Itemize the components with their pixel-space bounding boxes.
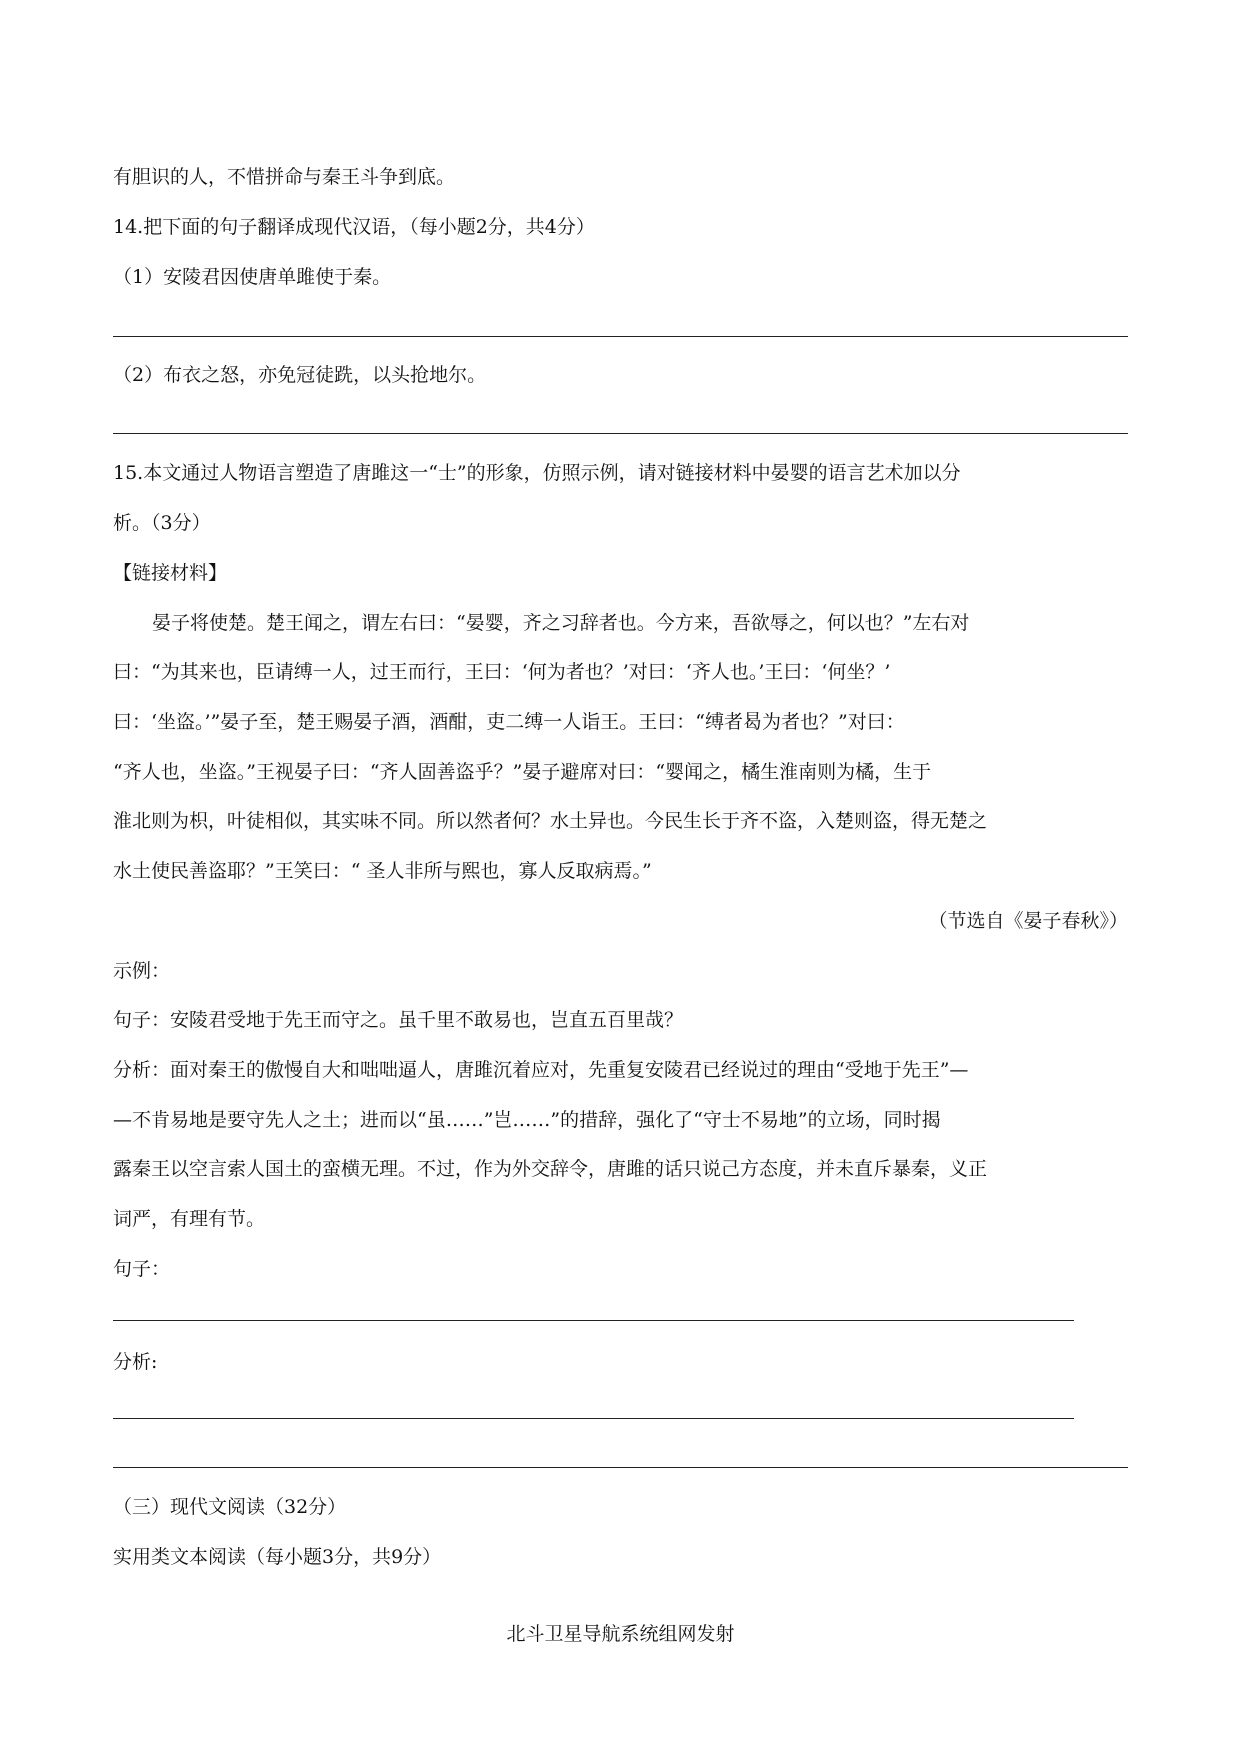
- answer-line: [113, 433, 1128, 434]
- example-analysis: —不肯易地是要守先人之土；进而以“虽……”岂……”的措辞，强化了“守士不易地”的立场，同时揭: [113, 1109, 941, 1131]
- question-14-heading: 14.把下面的句子翻译成现代汉语，（每小题2分，共4分）: [113, 216, 595, 238]
- sentence-label: 句子：: [113, 1258, 171, 1280]
- question-14-item-1: （1）安陵君因使唐单雎使于秦。: [113, 266, 392, 288]
- answer-line: [113, 336, 1128, 337]
- linked-material-text: 曰：“为其来也，臣请缚一人，过王而行，王曰：‘何为者也？’对曰：‘齐人也。’王曰：‘何坐？’: [113, 661, 891, 683]
- passage-text-line: 有胆识的人，不惜拼命与秦王斗争到底。: [113, 166, 456, 188]
- linked-material-heading: 【链接材料】: [113, 562, 228, 584]
- example-analysis: 分析：面对秦王的傲慢自大和咄咄逼人，唐雎沉着应对，先重复安陵君已经说过的理由“受地于先王”—: [113, 1059, 969, 1081]
- answer-line: [113, 1320, 1074, 1321]
- example-label: 示例：: [113, 960, 171, 982]
- answer-line: [113, 1418, 1074, 1419]
- analysis-label: 分析:: [113, 1351, 158, 1373]
- linked-material-text: 淮北则为枳，叶徒相似，其实味不同。所以然者何？水土异也。今民生长于齐不盗，入楚则盗，得无楚之: [113, 810, 988, 832]
- question-15-heading: 15.本文通过人物语言塑造了唐雎这一“士”的形象，仿照示例，请对链接材料中晏婴的语言艺术加以分: [113, 462, 961, 484]
- question-15-heading-cont: 析。（3分）: [113, 512, 211, 534]
- linked-material-text: 晏子将使楚。楚王闻之，谓左右曰：“晏婴，齐之习辞者也。今方来，吾欲辱之，何以也？”左右对: [152, 612, 970, 634]
- example-analysis: 露秦王以空言索人国土的蛮横无理。不过，作为外交辞令，唐雎的话只说己方态度，并未直斥暴秦，义正: [113, 1158, 988, 1180]
- linked-material-text: “齐人也，坐盗。”王视晏子曰：“齐人固善盗乎？”晏子避席对曰：“婴闻之，橘生淮南则为橘，生于: [113, 761, 932, 783]
- linked-material-text: 水土使民善盗耶？”王笑曰：“ 圣人非所与熙也，寡人反取病焉。”: [113, 860, 652, 882]
- answer-line: [113, 1467, 1128, 1468]
- source-citation: （节选自《晏子春秋》）: [928, 910, 1128, 932]
- linked-material-text: 曰：‘坐盗。’”晏子至，楚王赐晏子酒，酒酣，吏二缚一人诣王。王曰：“缚者曷为者也？”对曰：: [113, 711, 905, 733]
- example-sentence: 句子：安陵君受地于先王而守之。虽千里不敢易也，岂直五百里哉？: [113, 1009, 684, 1031]
- section-heading: （三）现代文阅读（32分）: [113, 1496, 347, 1518]
- question-14-item-2: （2）布衣之怒，亦免冠徒跣，以头抢地尔。: [113, 364, 487, 386]
- subsection-heading: 实用类文本阅读（每小题3分，共9分）: [113, 1546, 442, 1568]
- example-analysis: 词严，有理有节。: [113, 1208, 266, 1230]
- article-title: 北斗卫星导航系统组网发射: [506, 1623, 735, 1645]
